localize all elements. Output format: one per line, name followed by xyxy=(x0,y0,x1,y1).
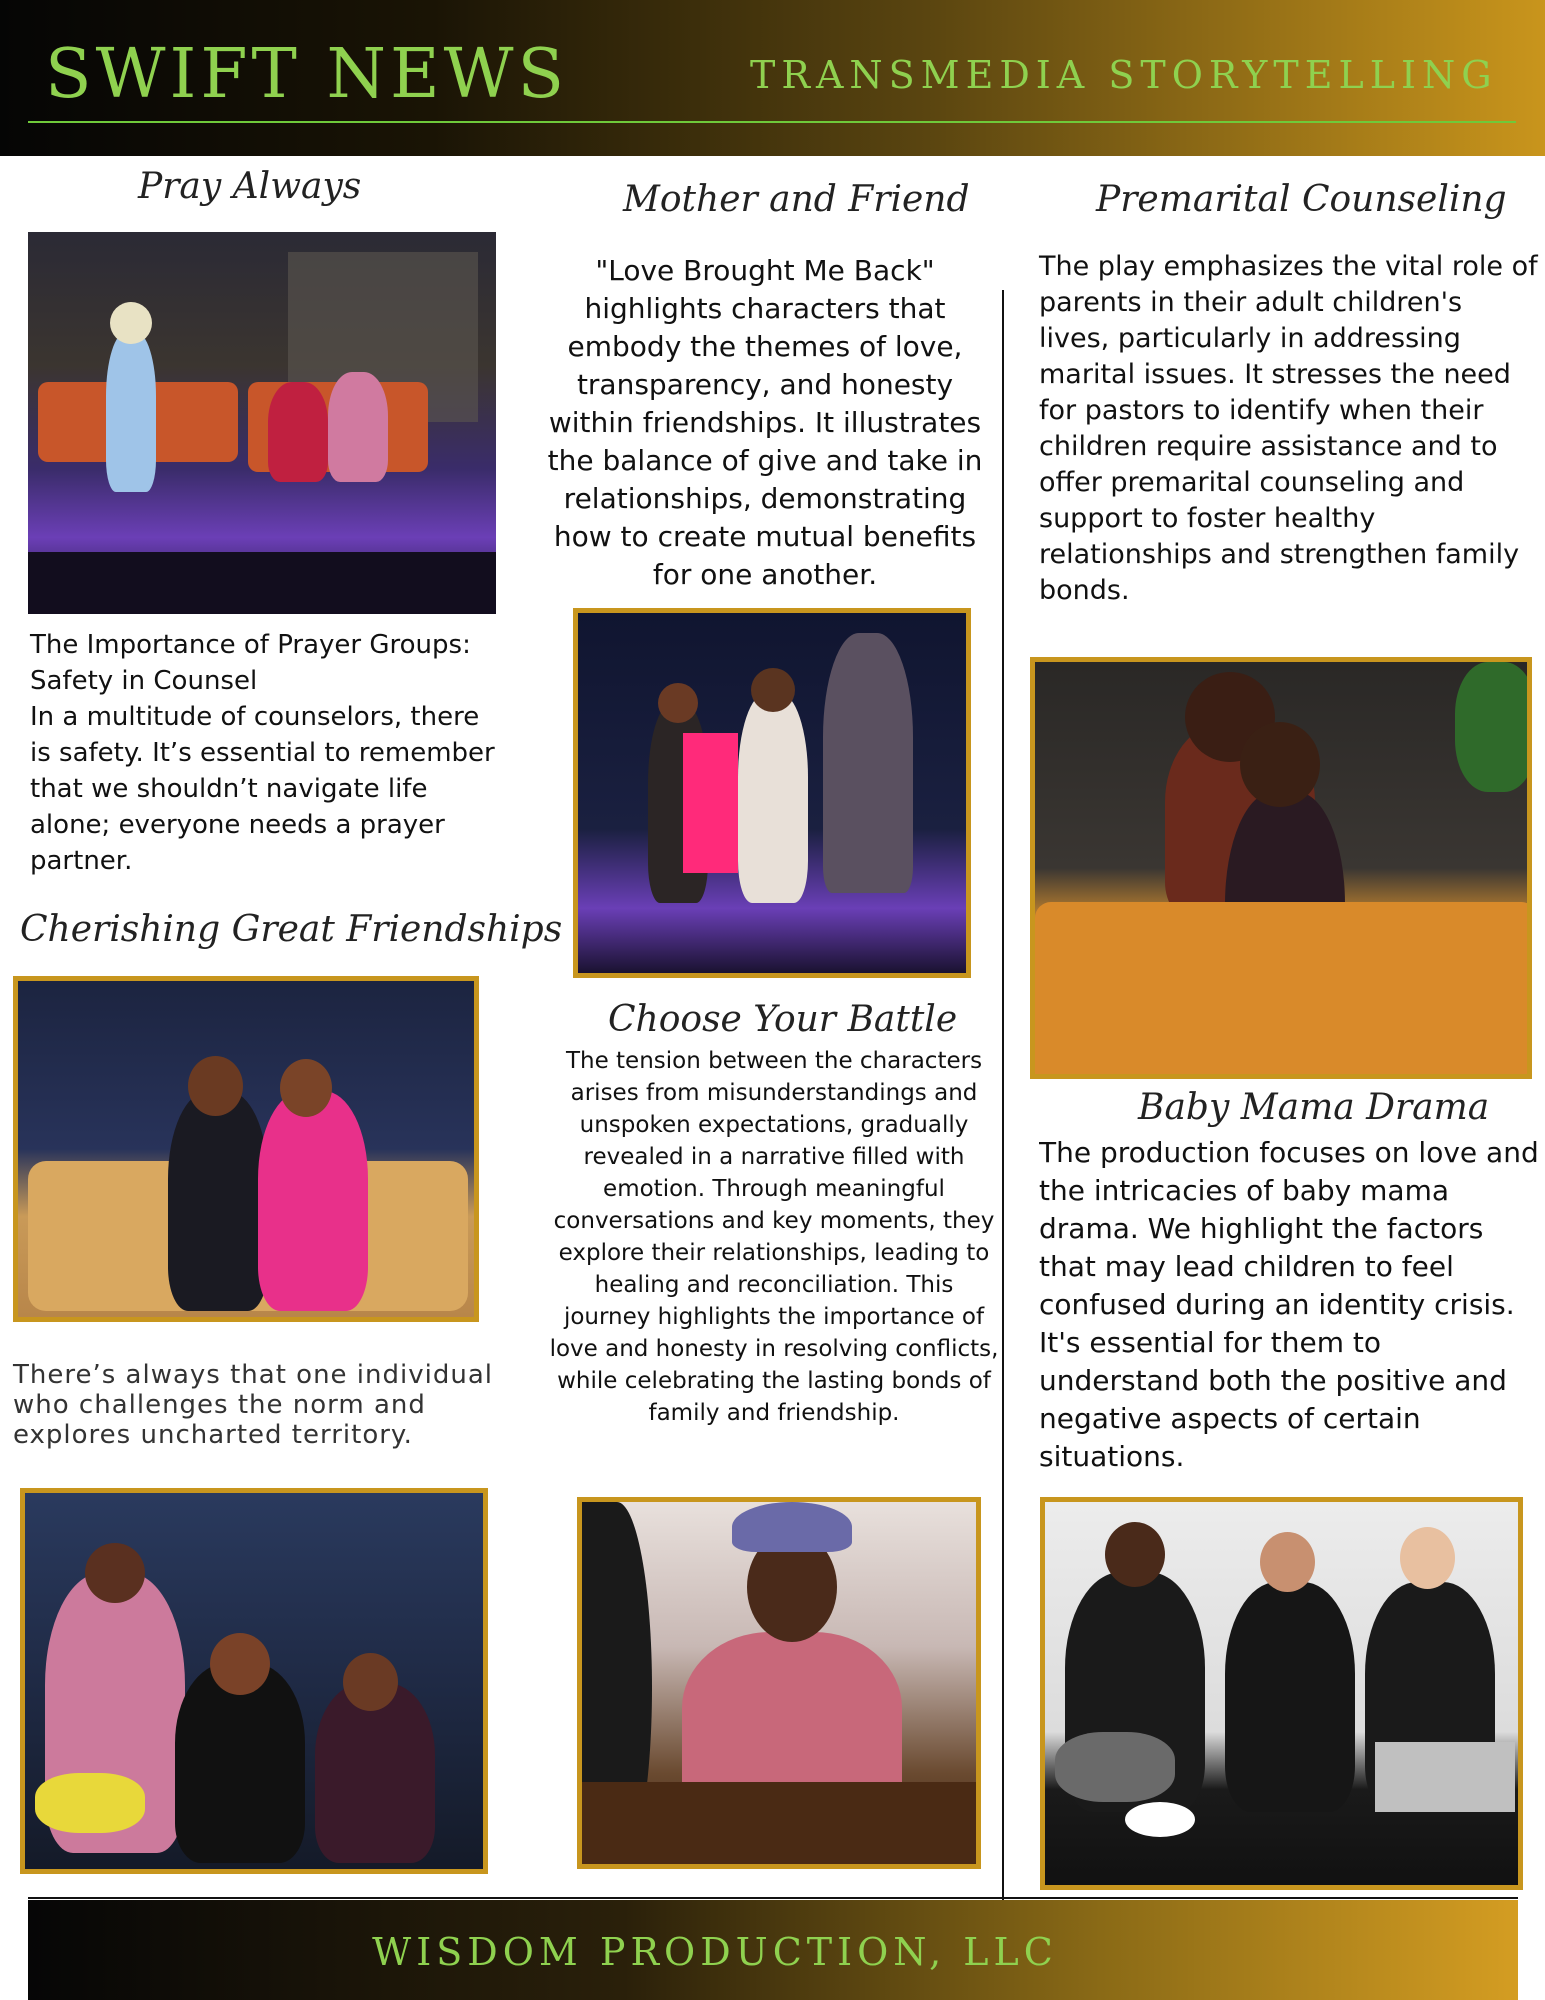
footer-company: WISDOM PRODUCTION, LLC xyxy=(372,1930,1058,1974)
mother-body: "Love Brought Me Back" highlights characters that embody the themes of love, transparency, and honesty within friendships. It illustrates the balance of give and take in relationships, demonstrating how to create mutual benefits for one another. xyxy=(547,254,983,591)
prayer-body: In a multitude of counselors, there is safety. It’s essential to remember that we shouldn’t navigate life alone; everyone needs a prayer partner. xyxy=(30,702,495,876)
tagline: TRANSMEDIA STORYTELLING xyxy=(750,53,1498,97)
column-divider xyxy=(1002,290,1004,2000)
brand-title: SWIFT NEWS xyxy=(45,35,569,114)
header-rule xyxy=(28,121,1516,123)
photo-comforting-scene xyxy=(20,1488,488,1874)
heading-baby-mama-drama: Baby Mama Drama xyxy=(1138,1087,1490,1128)
photo-friends-selfie xyxy=(13,976,479,1322)
heading-premarital-counseling: Premarital Counseling xyxy=(1096,179,1507,220)
photo-mother-daughter-scene xyxy=(1030,657,1532,1079)
photo-dress-scene xyxy=(573,608,971,978)
battle-body: The tension between the characters arises from misunderstandings and unspoken expectations, gradually revealed in a narrative filled with emotion. Through meaningful conversations and key moments, they explore their relationships, leading to healing and reconciliation. This journey highlights the importance of love and honesty in resolving conflicts, while celebrating the lasting bonds of family and friendship. xyxy=(549,1048,999,1426)
heading-choose-your-battle: Choose Your Battle xyxy=(608,999,958,1040)
heading-cherishing-friendships: Cherishing Great Friendships xyxy=(20,909,563,950)
masthead-banner xyxy=(0,0,1545,156)
premarital-body: The play emphasizes the vital role of parents in their adult children's lives, particularly in addressing marital issues. It stresses the need for pastors to identify when their children require assistance and to offer premarital counseling and support to foster healthy relationships and strengthen family bonds. xyxy=(1039,251,1538,606)
prayer-title: The Importance of Prayer Groups: Safety in Counsel xyxy=(30,630,471,696)
heading-mother-and-friend: Mother and Friend xyxy=(623,179,970,220)
footer-rule xyxy=(28,1897,1518,1899)
photo-cast-food-table xyxy=(1040,1497,1523,1890)
heading-pray-always: Pray Always xyxy=(138,166,362,207)
drama-body: The production focuses on love and the intricacies of baby mama drama. We highlight the factors that may lead children to feel confused during an identity crisis. It's essential for them to understand both the positive and negative aspects of certain situations. xyxy=(1039,1136,1539,1473)
photo-prayer-scene xyxy=(28,232,496,614)
friendship-caption: There’s always that one individual who challenges the norm and explores uncharted territory. xyxy=(13,1360,493,1450)
photo-tea-scene xyxy=(577,1497,981,1869)
